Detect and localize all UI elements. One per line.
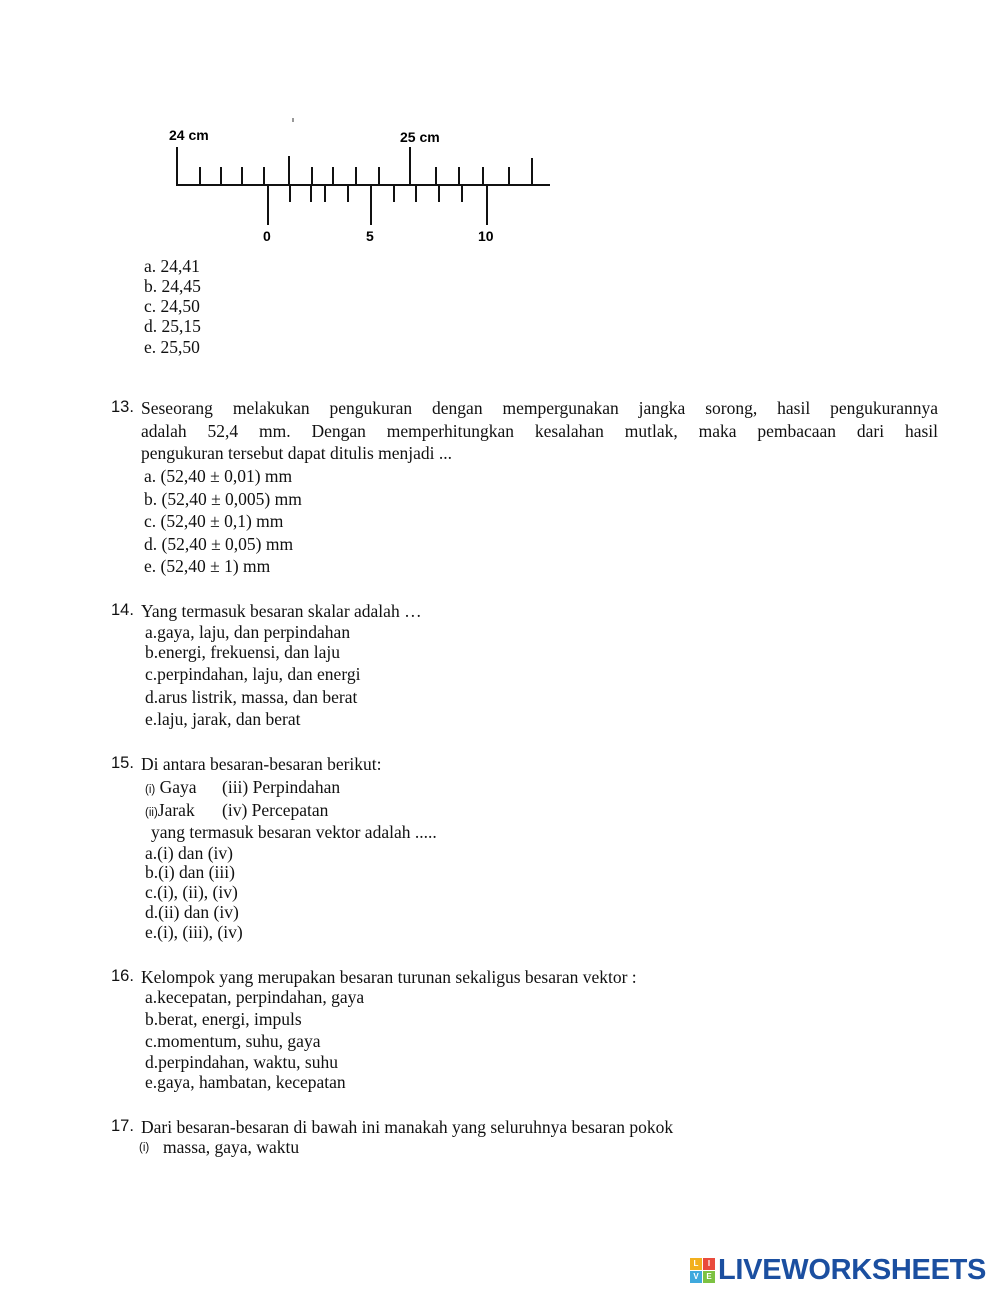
vernier-scale-ticks <box>268 185 487 225</box>
q15-item-row-1 <box>145 777 197 800</box>
q16-option-d[interactable]: d.perpindahan, waktu, suhu <box>145 1052 338 1072</box>
q13-number: 13. <box>111 398 134 416</box>
q15-item-4: (iv) Percepatan <box>222 800 329 820</box>
q16-question: Kelompok yang merupakan besaran turunan sekaligus besaran vektor : <box>141 967 637 987</box>
q13-option-a[interactable]: a. (52,40 ± 0,01) mm <box>144 466 293 486</box>
q14-number: 14. <box>111 601 134 619</box>
q14-question: Yang termasuk besaran skalar adalah … <box>141 601 422 621</box>
vernier-label-5: 5 <box>366 228 374 244</box>
q12-option-d[interactable]: d. 25,15 <box>144 316 201 336</box>
q16-option-a[interactable]: a.kecepatan, perpindahan, gaya <box>145 987 365 1007</box>
q15-item-2-number: (ii) <box>145 807 158 819</box>
q15-option-b[interactable]: b.(i) dan (iii) <box>145 862 235 882</box>
logo-tile-l: L <box>690 1258 702 1270</box>
q16-option-c[interactable]: c.momentum, suhu, gaya <box>145 1031 321 1051</box>
q15-item-1-number: (i) <box>145 784 156 796</box>
q16-option-e[interactable]: e.gaya, hambatan, kecepatan <box>145 1072 346 1092</box>
q14-option-d[interactable]: d.arus listrik, massa, dan berat <box>145 687 358 707</box>
main-scale-label-25: 25 cm <box>400 129 440 145</box>
q13-option-d[interactable]: d. (52,40 ± 0,05) mm <box>144 534 294 554</box>
q14-option-e[interactable]: e.laju, jarak, dan berat <box>145 709 301 729</box>
q15-prompt: yang termasuk besaran vektor adalah ..... <box>151 822 437 842</box>
logo-tile-v: V <box>690 1271 702 1283</box>
q15-number: 15. <box>111 754 134 772</box>
q13-option-e[interactable]: e. (52,40 ± 1) mm <box>144 556 271 576</box>
q17-number: 17. <box>111 1117 134 1135</box>
q12-option-a[interactable]: a. 24,41 <box>144 256 200 276</box>
q15-item-row-2 <box>145 800 195 823</box>
q15-option-c[interactable]: c.(i), (ii), (iv) <box>145 882 238 902</box>
q15-option-d[interactable]: d.(ii) dan (iv) <box>145 902 239 922</box>
q15-item-1: Gaya <box>159 777 197 797</box>
vernier-label-10: 10 <box>478 228 494 244</box>
q12-option-b[interactable]: b. 24,45 <box>144 276 201 296</box>
q13-line-2: adalah 52,4 mm. Dengan memperhitungkan kesalahan mutlak, maka pembacaan dari hasil <box>141 421 938 441</box>
q17-question: Dari besaran-besaran di bawah ini manakah yang seluruhnya besaran pokok <box>141 1117 674 1137</box>
q17-item-1: massa, gaya, waktu <box>163 1137 300 1157</box>
q16-number: 16. <box>111 967 134 985</box>
q14-option-c[interactable]: c.perpindahan, laju, dan energi <box>145 664 361 684</box>
logo-tiles-icon <box>690 1258 715 1283</box>
logo-text: LIVEWORKSHEETS <box>718 1253 987 1286</box>
q13-line-1: Seseorang melakukan pengukuran dengan mempergunakan jangka sorong, hasil pengukurannya <box>141 398 938 418</box>
q15-option-e[interactable]: e.(i), (iii), (iv) <box>145 922 243 942</box>
q15-item-2: Jarak <box>157 800 195 820</box>
q13-option-b[interactable]: b. (52,40 ± 0,005) mm <box>144 489 302 509</box>
q13-line-3: pengukuran tersebut dapat ditulis menjadi ... <box>141 443 453 463</box>
q15-question: Di antara besaran-besaran berikut: <box>141 754 382 774</box>
q17-item-1-number: (i) <box>139 1142 150 1154</box>
logo-tile-e: E <box>703 1271 715 1283</box>
liveworksheets-logo[interactable] <box>690 1253 986 1287</box>
q15-item-3: (iii) Perpindahan <box>222 777 341 797</box>
vernier-label-0: 0 <box>263 228 271 244</box>
q12-option-e[interactable]: e. 25,50 <box>144 337 200 357</box>
vernier-caliper-figure <box>160 110 560 250</box>
logo-tile-i: I <box>703 1258 715 1270</box>
q16-option-b[interactable]: b.berat, energi, impuls <box>145 1009 302 1029</box>
q14-option-a[interactable]: a.gaya, laju, dan perpindahan <box>145 622 351 642</box>
q14-option-b[interactable]: b.energi, frekuensi, dan laju <box>145 642 341 662</box>
q13-option-c[interactable]: c. (52,40 ± 0,1) mm <box>144 511 284 531</box>
q12-option-c[interactable]: c. 24,50 <box>144 296 200 316</box>
main-scale-label-24: 24 cm <box>169 127 209 143</box>
main-scale-ticks <box>177 147 532 185</box>
q15-option-a[interactable]: a.(i) dan (iv) <box>145 843 233 863</box>
